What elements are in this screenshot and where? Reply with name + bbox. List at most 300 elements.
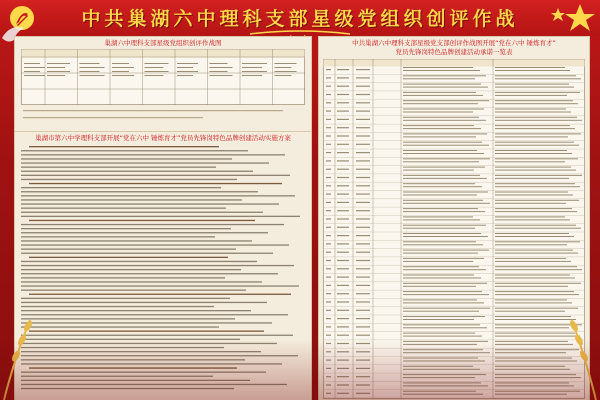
text-line	[29, 146, 219, 147]
board-header	[0, 0, 600, 36]
table-cell-text	[24, 63, 40, 64]
table-cell-text	[356, 260, 370, 261]
table-cell-text	[337, 393, 349, 394]
table-cell-text	[356, 376, 370, 377]
table-cell-text	[495, 278, 575, 279]
table-cell-text	[495, 225, 576, 226]
table-cell-text	[495, 133, 581, 134]
table-cell-text	[275, 75, 292, 76]
text-line	[29, 331, 264, 332]
text-line	[21, 318, 235, 319]
text-line	[21, 355, 298, 356]
table-cell-text	[403, 352, 490, 353]
table-cell-text	[80, 63, 100, 64]
right-panel	[318, 36, 590, 400]
table-cell-text	[356, 384, 370, 385]
table-cell-text	[403, 75, 486, 76]
text-line	[21, 232, 268, 233]
table-cell-text	[495, 112, 571, 113]
text-line	[21, 335, 293, 336]
text-line	[21, 347, 224, 348]
table-cell-text	[495, 87, 574, 88]
table-cell-text	[403, 319, 474, 320]
table-cell-text	[495, 75, 576, 76]
table-cell-text	[337, 318, 349, 319]
table-cell-text	[337, 243, 349, 244]
table-cell-text	[495, 150, 567, 151]
table-cell-text	[112, 75, 134, 76]
table-cell-text	[495, 92, 580, 93]
text-line	[29, 220, 255, 221]
table-cell-text	[326, 177, 331, 178]
table-cell-text	[495, 311, 565, 312]
table-cell-text	[403, 158, 490, 159]
table-cell-text	[326, 243, 331, 244]
table-cell-text	[47, 67, 65, 68]
table-cell-text	[242, 75, 262, 76]
text-line	[21, 290, 246, 291]
table-cell-text	[356, 185, 370, 186]
table-cell-text	[337, 260, 349, 261]
table-cell-text	[403, 84, 481, 85]
table-cell-text	[337, 210, 349, 211]
table-cell-text	[356, 326, 370, 327]
table-cell-text	[495, 327, 569, 328]
table-cell-text	[337, 310, 349, 311]
table-cell-text	[326, 210, 331, 211]
table-cell-text	[326, 119, 331, 120]
table-cell-text	[356, 111, 370, 112]
table-cell-text	[403, 219, 480, 220]
table-cell-text	[326, 127, 331, 128]
table-cell-text	[403, 366, 473, 367]
table-cell-text	[326, 194, 331, 195]
table-cell-text	[337, 376, 349, 377]
table-cell-text	[495, 109, 566, 110]
table-cell-text	[337, 177, 349, 178]
table-cell-text	[495, 216, 565, 217]
table-cell-text	[403, 136, 476, 137]
table-cell-text	[403, 200, 483, 201]
table-cell-text	[326, 301, 331, 302]
table-cell-text	[495, 192, 568, 193]
table-cell-text	[403, 275, 474, 276]
table-cell-text	[337, 293, 349, 294]
table-cell-text	[356, 152, 370, 153]
table-cell-text	[326, 335, 331, 336]
table-cell-text	[337, 111, 349, 112]
star-icon	[538, 2, 598, 34]
table-cell-text	[495, 316, 571, 317]
text-line	[21, 216, 300, 217]
table-cell-text	[326, 111, 331, 112]
table-cell-text	[326, 152, 331, 153]
table-cell-text	[80, 67, 105, 68]
table-cell-text	[242, 63, 267, 64]
table-cell-text	[403, 294, 489, 295]
table-cell-text	[403, 92, 476, 93]
text-line	[21, 273, 278, 274]
table-cell-text	[337, 335, 349, 336]
table-cell-text	[403, 175, 480, 176]
table-cell-text	[495, 158, 578, 159]
table-cell-text	[495, 167, 571, 168]
table-cell-text	[326, 368, 331, 369]
table-cell-text	[403, 291, 482, 292]
table-cell-text	[145, 67, 164, 68]
table-cell-text	[403, 208, 478, 209]
text-line	[21, 187, 221, 188]
table-cell-text	[403, 183, 475, 184]
text-line	[21, 384, 287, 385]
table-cell-text	[403, 95, 483, 96]
board-title: 中共巢湖六中理科支部星级党组织创评作战	[81, 8, 519, 30]
text-line	[21, 236, 215, 237]
table-cell-text	[356, 177, 370, 178]
table-cell-text	[403, 349, 483, 350]
table-cell-text	[495, 299, 567, 300]
table-cell-text	[403, 341, 488, 342]
table-cell-text	[403, 192, 488, 193]
table-cell-text	[495, 369, 570, 370]
table-cell-text	[24, 67, 45, 68]
table-cell-text	[337, 351, 349, 352]
table-cell-text	[356, 293, 370, 294]
table-cell-text	[210, 71, 228, 72]
table-cell-text	[403, 324, 480, 325]
table-cell-text	[337, 360, 349, 361]
right-panel-title: 中共巢湖六中理科支部星级党支部创评作战图开展“党在六中 锤炼育才”	[352, 39, 556, 47]
table-cell-text	[403, 128, 481, 129]
text-line	[29, 183, 282, 184]
table-cell-text	[495, 250, 573, 251]
table-cell-text	[495, 319, 576, 320]
table-cell-text	[337, 144, 349, 145]
table-cell-text	[495, 175, 582, 176]
table-cell-text	[337, 127, 349, 128]
table-cell-text	[495, 84, 569, 85]
table-cell-text	[337, 301, 349, 302]
table-cell-text	[403, 109, 484, 110]
table-cell-text	[495, 352, 566, 353]
table-cell-text	[495, 283, 581, 284]
table-cell-text	[326, 252, 331, 253]
table-cell-text	[337, 384, 349, 385]
table-cell-text	[356, 301, 370, 302]
text-line	[29, 294, 291, 295]
table-cell-text	[326, 393, 331, 394]
table-cell-text	[403, 150, 477, 151]
table-cell-text	[112, 67, 134, 68]
table-cell-text	[403, 266, 479, 267]
table-cell-text	[275, 63, 297, 64]
table-cell-text	[403, 385, 488, 386]
text-line	[21, 277, 225, 278]
table-cell-text	[356, 243, 370, 244]
table-cell-text	[356, 227, 370, 228]
table-cell-text	[403, 195, 477, 196]
text-line	[21, 388, 234, 389]
table-cell-text	[356, 343, 370, 344]
table-cell-text	[495, 241, 580, 242]
table-cell-text	[326, 135, 331, 136]
table-cell-text	[337, 218, 349, 219]
table-cell-text	[210, 63, 228, 64]
table-cell-text	[326, 86, 331, 87]
table-cell-text	[495, 275, 570, 276]
table-cell-text	[403, 87, 488, 88]
text-line	[21, 310, 251, 311]
text-line	[21, 302, 267, 303]
table-cell-text	[326, 160, 331, 161]
table-cell-text	[145, 71, 169, 72]
text-line	[21, 203, 279, 204]
text-line	[21, 162, 269, 163]
table-cell-text	[326, 227, 331, 228]
table-cell-text	[326, 260, 331, 261]
table-cell-text	[80, 71, 100, 72]
table-cell-text	[403, 374, 486, 375]
text-line	[21, 339, 240, 340]
text-line	[21, 298, 230, 299]
table-cell-text	[495, 253, 578, 254]
table-cell-text	[326, 144, 331, 145]
table-cell-text	[495, 200, 579, 201]
table-cell-text	[326, 235, 331, 236]
table-cell-text	[326, 351, 331, 352]
table-cell-text	[24, 71, 40, 72]
table-cell-text	[337, 368, 349, 369]
table-cell-text	[210, 67, 233, 68]
table-cell-text	[326, 343, 331, 344]
table-cell-text	[356, 210, 370, 211]
table-cell-text	[326, 102, 331, 103]
table-cell-text	[356, 393, 370, 394]
table-cell-text	[495, 183, 575, 184]
table-cell-text	[326, 318, 331, 319]
text-line	[21, 372, 266, 373]
text-line	[21, 322, 272, 323]
text-line	[21, 179, 237, 180]
table-cell-text	[356, 351, 370, 352]
text-line	[21, 253, 273, 254]
table-cell-text	[403, 283, 487, 284]
table-cell-text	[495, 125, 570, 126]
table-cell-text	[495, 170, 576, 171]
table-cell-text	[356, 144, 370, 145]
table-cell-text	[495, 203, 566, 204]
table-cell-text	[403, 216, 473, 217]
text-line	[21, 175, 290, 176]
commitment-table	[323, 59, 585, 399]
table-cell-text	[495, 211, 577, 212]
table-cell-text	[326, 77, 331, 78]
table-cell-text	[356, 160, 370, 161]
table-cell-text	[403, 369, 480, 370]
table-cell-text	[356, 335, 370, 336]
table-cell-text	[403, 241, 476, 242]
table-cell-text	[326, 285, 331, 286]
text-line	[21, 195, 295, 196]
implementation-plan-text	[21, 144, 305, 394]
table-cell-text	[403, 250, 489, 251]
table-cell-text	[495, 291, 574, 292]
table-cell-text	[495, 233, 569, 234]
table-cell-text	[403, 278, 481, 279]
table-cell-text	[495, 145, 579, 146]
left-top-panel-title: 巢湖六中理科支部星级党组织创评作战图	[104, 39, 222, 47]
table-cell-text	[356, 318, 370, 319]
table-cell-text	[356, 252, 370, 253]
text-line	[21, 363, 282, 364]
text-line	[21, 306, 214, 307]
table-cell-text	[337, 285, 349, 286]
table-cell-text	[177, 63, 198, 64]
table-cell-text	[356, 235, 370, 236]
table-cell-text	[177, 75, 193, 76]
text-line	[21, 359, 245, 360]
table-cell-text	[275, 67, 292, 68]
table-cell-text	[495, 294, 579, 295]
table-cell-text	[495, 366, 565, 367]
table-cell-text	[275, 71, 297, 72]
table-cell-text	[326, 376, 331, 377]
table-cell-text	[326, 185, 331, 186]
table-cell-text	[495, 385, 574, 386]
table-cell-text	[337, 252, 349, 253]
table-cell-text	[24, 75, 45, 76]
table-header-row	[324, 60, 585, 67]
table-cell-text	[403, 67, 473, 68]
table-cell-text	[242, 71, 267, 72]
table-cell-text	[403, 78, 475, 79]
table-cell-text	[495, 67, 565, 68]
table-cell-text	[356, 77, 370, 78]
table-cell-text	[495, 120, 582, 121]
table-cell-text	[326, 384, 331, 385]
table-cell-text	[403, 311, 479, 312]
table-footnote-2	[23, 116, 303, 122]
text-line	[21, 261, 257, 262]
text-line	[21, 326, 219, 327]
table-cell-text	[356, 368, 370, 369]
table-cell-text	[495, 100, 573, 101]
table-cell-text	[403, 316, 485, 317]
table-cell-text	[356, 277, 370, 278]
table-cell-text	[403, 203, 490, 204]
table-cell-text	[403, 391, 476, 392]
table-cell-text	[403, 170, 474, 171]
table-cell-text	[337, 202, 349, 203]
text-line	[21, 150, 248, 151]
table-cell-text	[356, 127, 370, 128]
text-line	[21, 224, 284, 225]
table-cell-text	[495, 258, 566, 259]
table-cell-text	[495, 244, 567, 245]
table-cell-text	[337, 185, 349, 186]
table-cell-text	[495, 153, 572, 154]
table-cell-text	[495, 208, 572, 209]
table-cell-text	[403, 167, 485, 168]
table-cell-text	[337, 135, 349, 136]
table-cell-text	[495, 269, 582, 270]
table-cell-text	[495, 78, 581, 79]
text-line	[21, 154, 285, 155]
table-cell-text	[356, 194, 370, 195]
table-cell-text	[80, 75, 105, 76]
table-cell-text	[326, 218, 331, 219]
table-cell-text	[356, 135, 370, 136]
table-cell-text	[403, 333, 475, 334]
table-cell-text	[403, 70, 480, 71]
table-cell-text	[337, 343, 349, 344]
table-cell-text	[337, 152, 349, 153]
table-cell-text	[403, 233, 481, 234]
table-cell-text	[242, 67, 262, 68]
table-cell-text	[326, 326, 331, 327]
table-cell-text	[495, 117, 577, 118]
table-cell-text	[495, 382, 569, 383]
table-cell-text	[356, 94, 370, 95]
table-cell-text	[337, 86, 349, 87]
text-line	[21, 199, 242, 200]
table-frame	[22, 50, 305, 105]
text-line	[21, 376, 213, 377]
table-cell-text	[356, 202, 370, 203]
table-cell-text	[495, 178, 569, 179]
table-cell-text	[495, 103, 578, 104]
table-cell-text	[495, 95, 567, 96]
table-cell-text	[403, 302, 484, 303]
table-cell-text	[337, 277, 349, 278]
table-cell-text	[403, 299, 477, 300]
text-line	[21, 269, 241, 270]
table-cell-text	[403, 145, 489, 146]
table-cell-text	[403, 211, 485, 212]
table-cell-text	[356, 360, 370, 361]
table-cell-text	[403, 344, 477, 345]
table-cell-text	[403, 382, 481, 383]
text-line	[21, 171, 253, 172]
table-cell-text	[403, 336, 482, 337]
table-footnote	[23, 109, 303, 115]
left-body-panel	[14, 131, 312, 400]
table-frame	[324, 60, 585, 399]
table-cell-text	[47, 75, 65, 76]
text-line	[21, 249, 236, 250]
text-line	[21, 208, 226, 209]
table-cell-text	[403, 244, 483, 245]
table-cell-text	[403, 358, 478, 359]
table-cell-text	[403, 133, 487, 134]
text-line	[21, 265, 294, 266]
table-cell-text	[403, 153, 484, 154]
table-cell-text	[403, 308, 490, 309]
text-line	[21, 167, 216, 168]
text-line	[21, 212, 263, 213]
table-cell-text	[145, 75, 164, 76]
table-cell-text	[495, 142, 574, 143]
table-cell-text	[337, 194, 349, 195]
table-cell-text	[337, 102, 349, 103]
table-cell-text	[495, 195, 573, 196]
table-cell-text	[495, 266, 577, 267]
table-cell-text	[337, 69, 349, 70]
table-cell-text	[356, 310, 370, 311]
table-cell-text	[495, 219, 570, 220]
table-cell-text	[337, 227, 349, 228]
table-cell-text	[403, 178, 487, 179]
